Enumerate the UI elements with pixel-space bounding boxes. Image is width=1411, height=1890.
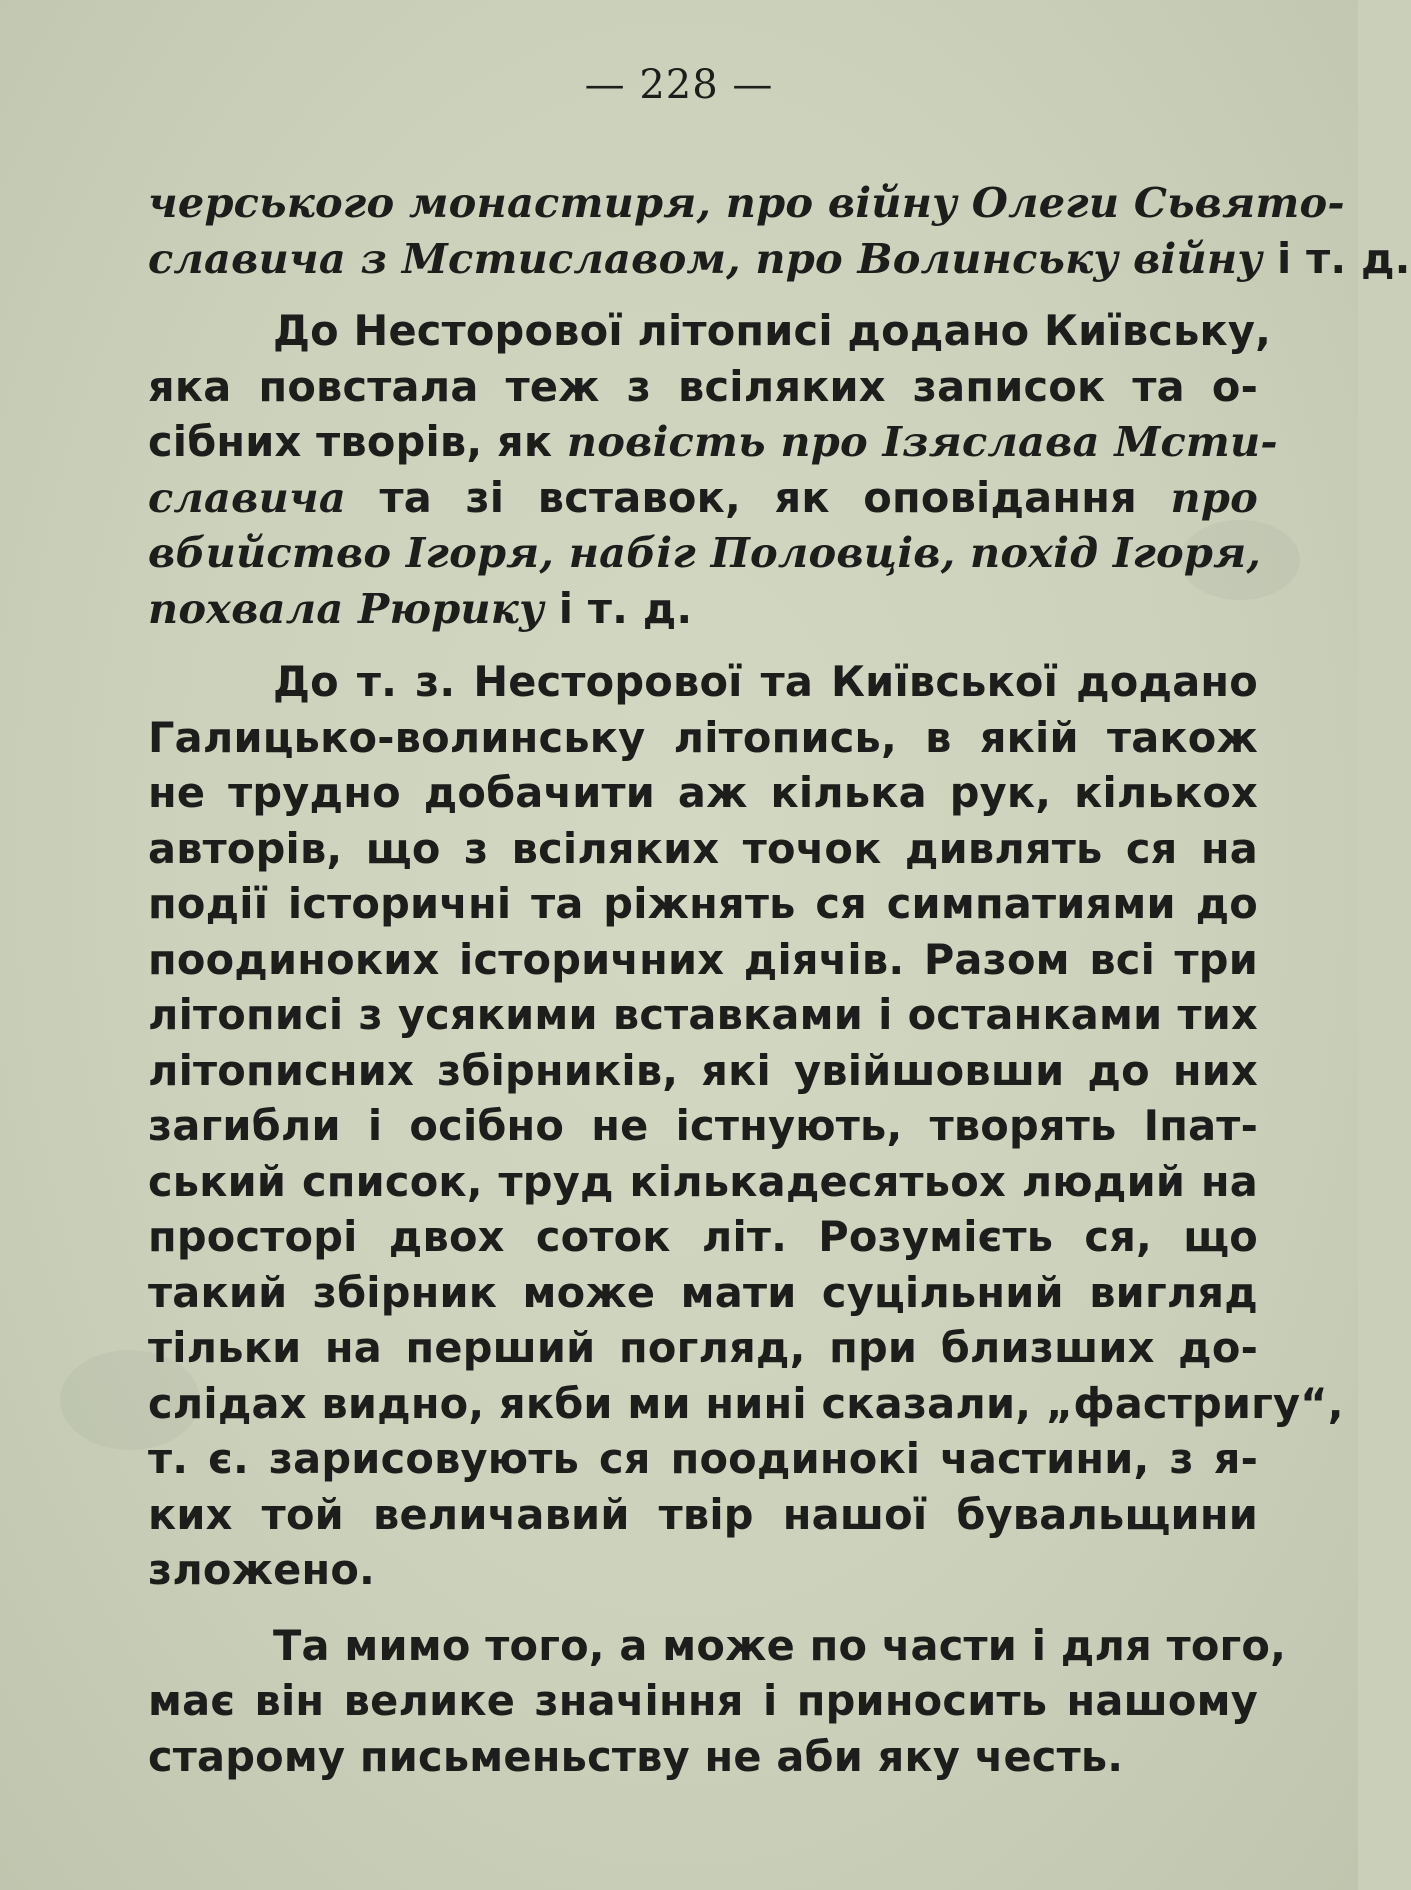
text-segment: тільки на перший погляд, при близших до-: [148, 1323, 1258, 1372]
text-line: [148, 1673, 1258, 1729]
text-segment: т. є. зарисовують ся поодинокі частини, з я-: [148, 1434, 1258, 1483]
text-line: [148, 1209, 1258, 1265]
text-segment: має він велике значіння і приносить нашому: [148, 1676, 1258, 1725]
text-segment: Галицько-волинську літопись, в якій також: [148, 712, 1258, 762]
italic-text: славича: [148, 472, 346, 522]
text-line: [148, 1542, 1258, 1598]
text-segment: Та мимо того, а може по части і для того,: [273, 1620, 1287, 1670]
text-segment: та зі вставок, як оповідання: [345, 472, 1171, 522]
text-line: [148, 1098, 1258, 1154]
text-line: [148, 303, 1272, 359]
text-line: [148, 876, 1258, 932]
text-line: [148, 1265, 1258, 1321]
text-line: [148, 1376, 1344, 1432]
text-segment: події історичні та ріжнять ся симпатиями до: [148, 879, 1258, 928]
text-line: [148, 581, 1258, 637]
italic-text: славича з Мстиславом, про Волинську війну: [148, 233, 1263, 283]
text-segment: поодиноких історичних діячів. Разом всі три: [148, 934, 1258, 984]
text-segment: слідах видно, якби ми нині сказали, „фастригу“,: [148, 1378, 1344, 1428]
paragraph-1: [148, 175, 1411, 286]
paragraph-3: [148, 654, 1344, 1598]
text-line: [148, 470, 1258, 526]
paragraph-gap: [148, 286, 1258, 303]
text-line: [148, 231, 1411, 287]
text-line: [148, 1487, 1258, 1543]
text-segment: зложено.: [148, 1545, 376, 1594]
text-line: [148, 654, 1258, 710]
italic-text: повість про Ізяслава Мсти-: [566, 417, 1278, 466]
text-segment: не трудно добачити аж кілька рук, кількох: [148, 768, 1258, 817]
text-segment: До т. з. Несторової та Київської додано: [273, 657, 1258, 706]
text-line: [148, 359, 1258, 415]
paragraph-4: [148, 1618, 1287, 1785]
text-segment: літописних збірників, які увійшовши до них: [148, 1045, 1258, 1095]
text-segment: і т. д.: [544, 583, 693, 633]
text-segment: До Несторової літописі додано Київську,: [273, 306, 1272, 355]
text-line: [148, 414, 1278, 470]
text-line: [148, 932, 1258, 988]
text-line: [148, 1618, 1287, 1674]
text-segment: літописі з усякими вставками і останками тих: [148, 990, 1258, 1039]
text-segment: загибли і осібно не істнують, творять Іпат-: [148, 1101, 1258, 1150]
italic-text: про: [1170, 472, 1258, 522]
italic-text: похвала Рюрику: [148, 583, 545, 633]
text-segment: ський список, труд кількадесятьох людий на: [148, 1156, 1258, 1206]
text-segment: сібних творів, як: [148, 417, 567, 466]
text-line: [148, 710, 1258, 766]
text-line: [148, 821, 1258, 877]
text-line: [148, 987, 1258, 1043]
paragraph-gap: [148, 1598, 1258, 1618]
text-segment: ких той величавий твір нашої бувальщини: [148, 1489, 1258, 1539]
text-segment: яка повстала теж з всіляких записок та о-: [148, 361, 1258, 411]
page-number: — 228 —: [584, 62, 774, 108]
italic-text: черського монастиря, про війну Олеги Сьвято-: [148, 178, 1345, 227]
text-line: [148, 1043, 1258, 1099]
text-line: [148, 1729, 1258, 1785]
text-line: [148, 525, 1262, 581]
text-line: [148, 1431, 1258, 1487]
text-line: [148, 765, 1258, 821]
text-segment: і т. д.: [1262, 233, 1411, 283]
paragraph-2: [148, 303, 1278, 636]
text-line: [148, 175, 1345, 231]
italic-text: вбийство Ігоря, набіг Половців, похід Ігоря,: [148, 528, 1262, 577]
text-segment: старому письменьству не аби яку честь.: [148, 1731, 1124, 1781]
text-line: [148, 1154, 1258, 1210]
text-segment: авторів, що з всіляких точок дивлять ся на: [148, 823, 1258, 873]
text-segment: такий збірник може мати суцільний вигляд: [148, 1267, 1258, 1317]
body-text: [148, 175, 1411, 1784]
paragraph-gap: [148, 636, 1258, 654]
text-segment: просторі двох соток літ. Розумієть ся, що: [148, 1212, 1258, 1261]
text-line: [148, 1320, 1258, 1376]
